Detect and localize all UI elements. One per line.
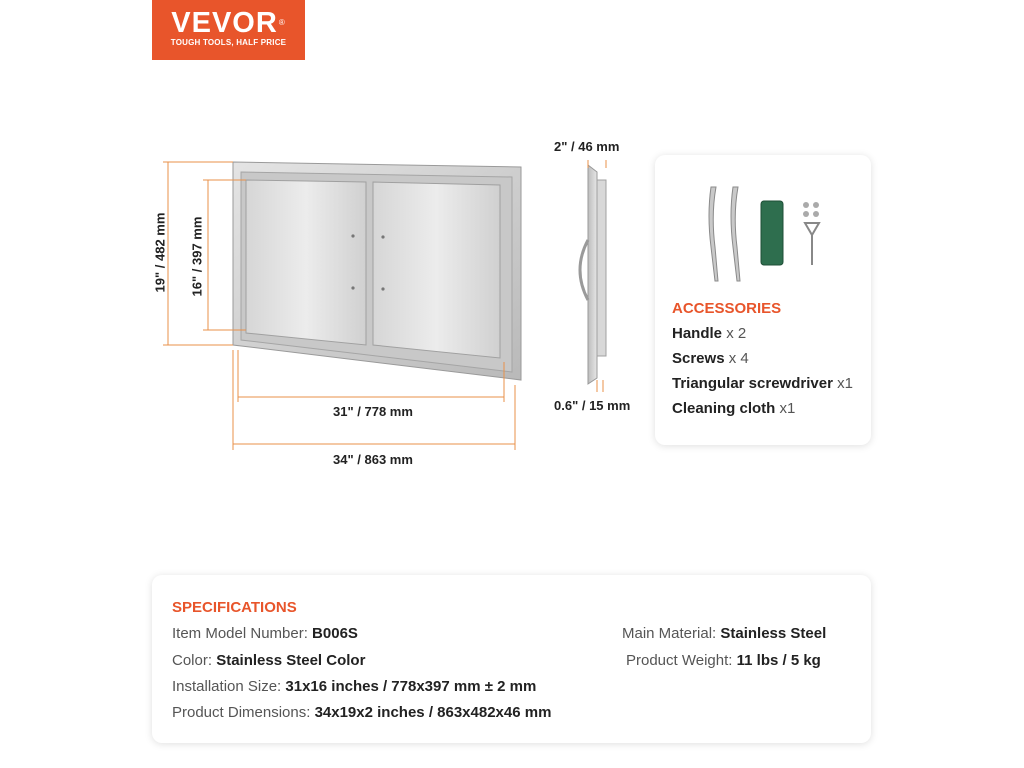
total-height-label: 19" / 482 mm — [152, 212, 168, 293]
spec-model: Item Model Number: B006S — [172, 625, 358, 642]
thickness-label: 0.6" / 15 mm — [554, 398, 631, 413]
specifications-card — [152, 575, 871, 743]
right-door — [373, 182, 500, 358]
inner-width-label: 31" / 778 mm — [333, 404, 413, 419]
accessories-card — [655, 155, 871, 445]
accessories-title: ACCESSORIES — [672, 300, 782, 317]
screws-icon — [803, 202, 819, 217]
accessories-illustration — [655, 155, 871, 285]
handle-icon — [731, 187, 740, 281]
spec-product-weight: Product Weight: 11 lbs / 5 kg — [626, 652, 821, 669]
handle-icon — [709, 187, 718, 281]
spec-installation-size: Installation Size: 31x16 inches / 778x397 mm ± 2 mm — [172, 678, 537, 695]
brand-tagline: TOUGH TOOLS, HALF PRICE — [170, 38, 287, 47]
left-door — [246, 180, 366, 345]
spec-color: Color: Stainless Steel Color — [172, 652, 366, 669]
cleaning-cloth-icon — [761, 201, 783, 265]
spec-main-material: Main Material: Stainless Steel — [622, 625, 827, 642]
accessory-cloth: Cleaning cloth x1 — [672, 400, 796, 417]
specifications-title: SPECIFICATIONS — [172, 599, 297, 616]
brand-name: VEVOR — [171, 7, 278, 39]
accessory-screwdriver: Triangular screwdriver x1 — [672, 375, 853, 392]
accessory-screws: Screws x 4 — [672, 350, 749, 367]
triangular-screwdriver-icon — [805, 223, 819, 265]
spec-product-dimensions: Product Dimensions: 34x19x2 inches / 863x482x46 mm — [172, 704, 552, 721]
trademark-mark: ® — [278, 18, 286, 27]
inner-height-label: 16" / 397 mm — [189, 216, 205, 297]
depth-label: 2" / 46 mm — [554, 139, 620, 154]
side-view — [580, 165, 606, 384]
total-width-label: 34" / 863 mm — [333, 452, 413, 467]
accessory-handle: Handle x 2 — [672, 325, 747, 342]
